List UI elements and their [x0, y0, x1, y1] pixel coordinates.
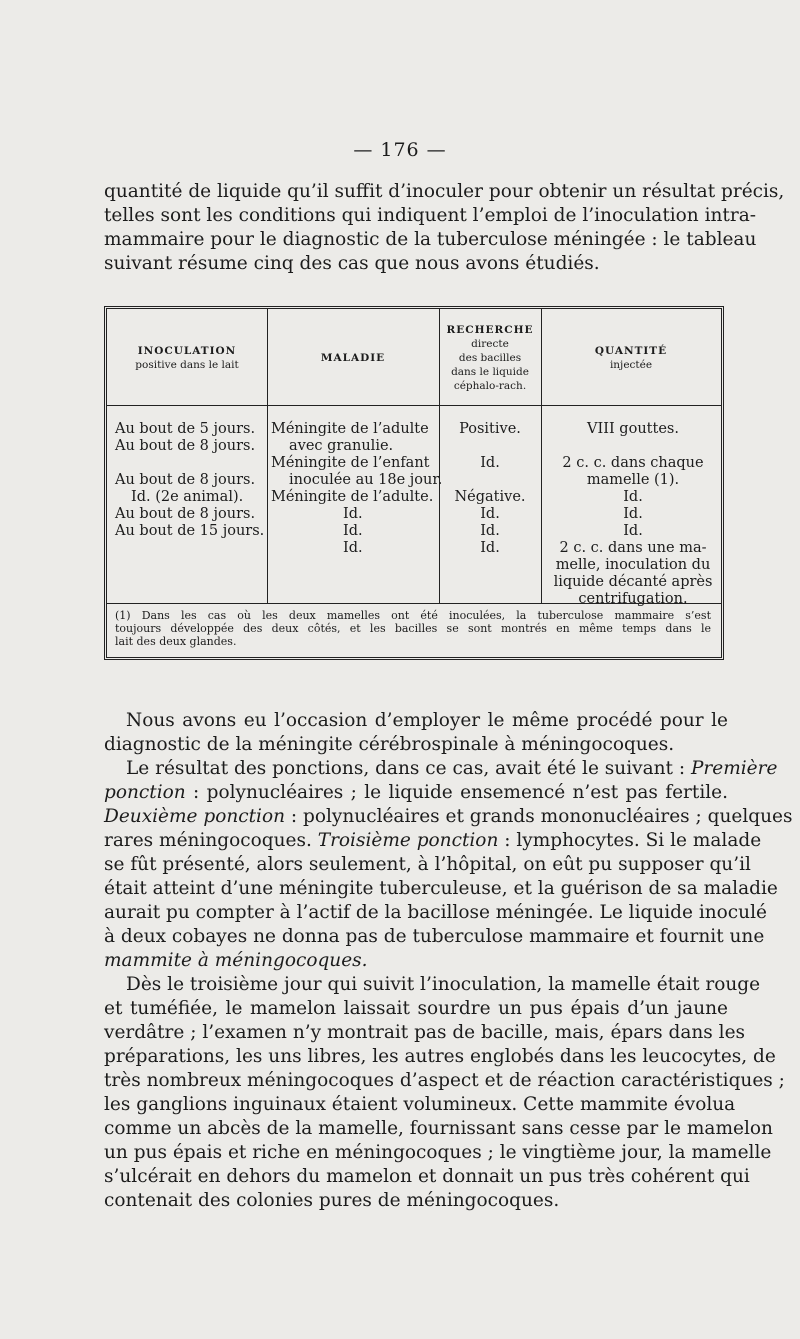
table-cell: Id.	[480, 455, 500, 471]
table-cell: Id.	[343, 540, 363, 556]
text-line: aurait pu compter à l’actif de la bacillose méningée. Le liquide inoculé	[104, 902, 767, 923]
text-line: se fût présenté, alors seulement, à l’hôpital, on eût pu supposer qu’il	[104, 854, 751, 875]
table-cell: mamelle (1).	[586, 472, 680, 488]
table-cell: Id.	[343, 506, 363, 522]
header-text: directe	[471, 338, 509, 350]
table-cell: VIII gouttes.	[587, 421, 679, 437]
text-line: et tuméfiée, le mamelon laissait sourdre un pus épais d’un jaune	[104, 998, 728, 1019]
text-line: diagnostic de la méningite cérébrospinale à méningocoques.	[104, 734, 675, 755]
paragraph	[104, 757, 793, 973]
table-cell: Au bout de 15 jours.	[115, 523, 265, 539]
footnote-line: lait des deux glandes.	[115, 635, 237, 648]
table-cell: Négative.	[454, 489, 526, 505]
table-cell: Id.	[480, 540, 500, 556]
table-cell: avec granulie.	[289, 438, 394, 454]
table-cell: Méningite de l’enfant	[271, 455, 430, 471]
text-line: mammaire pour le diagnostic de la tuberculose méningée : le tableau	[104, 229, 757, 250]
header-text: des bacilles	[458, 352, 522, 364]
text-line: était atteint d’une méningite tuberculeuse, et la guérison de sa maladie	[104, 878, 778, 899]
table-cell: Méningite de l’adulte.	[271, 489, 434, 505]
text-line: telles sont les conditions qui indiquent l’emploi de l’inoculation intra-	[104, 205, 756, 226]
header-text: positive dans le lait	[135, 359, 239, 371]
header-text: céphalo-rach.	[453, 380, 527, 392]
table-cell: Id.	[480, 506, 500, 522]
column-recherche	[439, 421, 541, 557]
intro-paragraph	[104, 180, 785, 276]
header-text: QUANTITÉ	[594, 345, 668, 357]
table-cell: Id.	[623, 489, 643, 505]
table-cell: Id.	[623, 506, 643, 522]
text-line: quantité de liquide qu’il suffit d’inoculer pour obtenir un résultat précis,	[104, 181, 785, 202]
header-text: MALADIE	[320, 352, 386, 364]
table-cell: melle, inoculation du	[555, 557, 711, 573]
text-line: très nombreux méningocoques d’aspect et de réaction caractéristiques ;	[104, 1070, 785, 1091]
column-inoculation	[115, 421, 265, 540]
table-cell: Id.	[623, 523, 643, 539]
header-text: injectée	[609, 359, 653, 371]
footnote-line: toujours développée des deux côtés, et les bacilles se sont montrés en même temps dans le	[115, 622, 711, 635]
table-cell: Au bout de 8 jours.	[115, 438, 256, 454]
text-line: les ganglions inguinaux étaient volumineux. Cette mammite évolua	[104, 1094, 736, 1115]
header-text: INOCULATION	[137, 345, 237, 357]
column-quantite	[545, 421, 721, 608]
header-quantite	[541, 319, 721, 397]
header-text: dans le liquide	[451, 366, 529, 378]
table-cell: Id.	[480, 523, 500, 539]
text-line: suivant résume cinq des cas que nous avons étudiés.	[104, 253, 600, 274]
table-cell: Méningite de l’adulte	[271, 421, 429, 437]
table-cell	[545, 438, 721, 455]
table-footnote	[115, 609, 711, 648]
paragraph	[104, 973, 785, 1213]
header-maladie	[267, 319, 439, 397]
column-maladie	[271, 421, 443, 557]
table-cell: Au bout de 8 jours.	[115, 506, 256, 522]
header-inoculation	[107, 319, 267, 397]
table-cell: 2 c. c. dans chaque	[562, 455, 704, 471]
text-line: un pus épais et riche en méningocoques ; le vingtième jour, la mamelle	[104, 1142, 772, 1163]
text-line: Deuxième ponction : polynucléaires et grands mononucléaires ; quelques	[104, 806, 793, 827]
text-line: ponction : polynucléaires ; le liquide ensemencé n’est pas fertile.	[104, 782, 728, 803]
text-line: Le résultat des ponctions, dans ce cas, avait été le suivant : Première	[126, 758, 778, 779]
table-cell: inoculée au 18e jour.	[289, 472, 443, 488]
page-number: — 176 —	[353, 139, 447, 161]
header-text: RECHERCHE	[446, 324, 534, 336]
results-table	[104, 306, 724, 660]
table-cell: 2 c. c. dans une ma-	[559, 540, 707, 556]
text-line: préparations, les uns libres, les autres englobés dans les leucocytes, de	[104, 1046, 776, 1067]
text-line: comme un abcès de la mamelle, fournissant sans cesse par le mamelon	[104, 1118, 773, 1139]
text-line: mammite à méningocoques.	[104, 950, 368, 971]
table-cell: centrifugation.	[578, 591, 688, 607]
text-line: Dès le troisième jour qui suivit l’inoculation, la mamelle était rouge	[126, 974, 761, 995]
text-line: Nous avons eu l’occasion d’employer le même procédé pour le	[126, 710, 728, 731]
footnote-line: (1) Dans les cas où les deux mamelles ont été inoculées, la tuberculose mammaire s’est	[115, 609, 711, 622]
table-cell	[115, 455, 265, 472]
body-text	[104, 709, 793, 1213]
table-cell: Id.	[343, 523, 363, 539]
table-cell	[439, 472, 541, 489]
table-cell: Id. (2e animal).	[131, 489, 244, 505]
text-line: contenait des colonies pures de méningocoques.	[104, 1190, 560, 1211]
header-recherche	[439, 319, 541, 397]
table-cell: Au bout de 5 jours.	[115, 421, 256, 437]
text-line: s’ulcérait en dehors du mamelon et donnait un pus très cohérent qui	[104, 1166, 750, 1187]
text-line: à deux cobayes ne donna pas de tuberculose mammaire et fournit une	[104, 926, 765, 947]
table-cell: liquide décanté après	[553, 574, 713, 590]
text-line: verdâtre ; l’examen n’y montrait pas de bacille, mais, épars dans les	[104, 1022, 746, 1043]
paragraph	[104, 709, 728, 757]
table-cell: Au bout de 8 jours.	[115, 472, 256, 488]
table-cell: Positive.	[459, 421, 521, 437]
text-line: rares méningocoques. Troisième ponction : lymphocytes. Si le malade	[104, 830, 762, 851]
table-cell	[439, 438, 541, 455]
